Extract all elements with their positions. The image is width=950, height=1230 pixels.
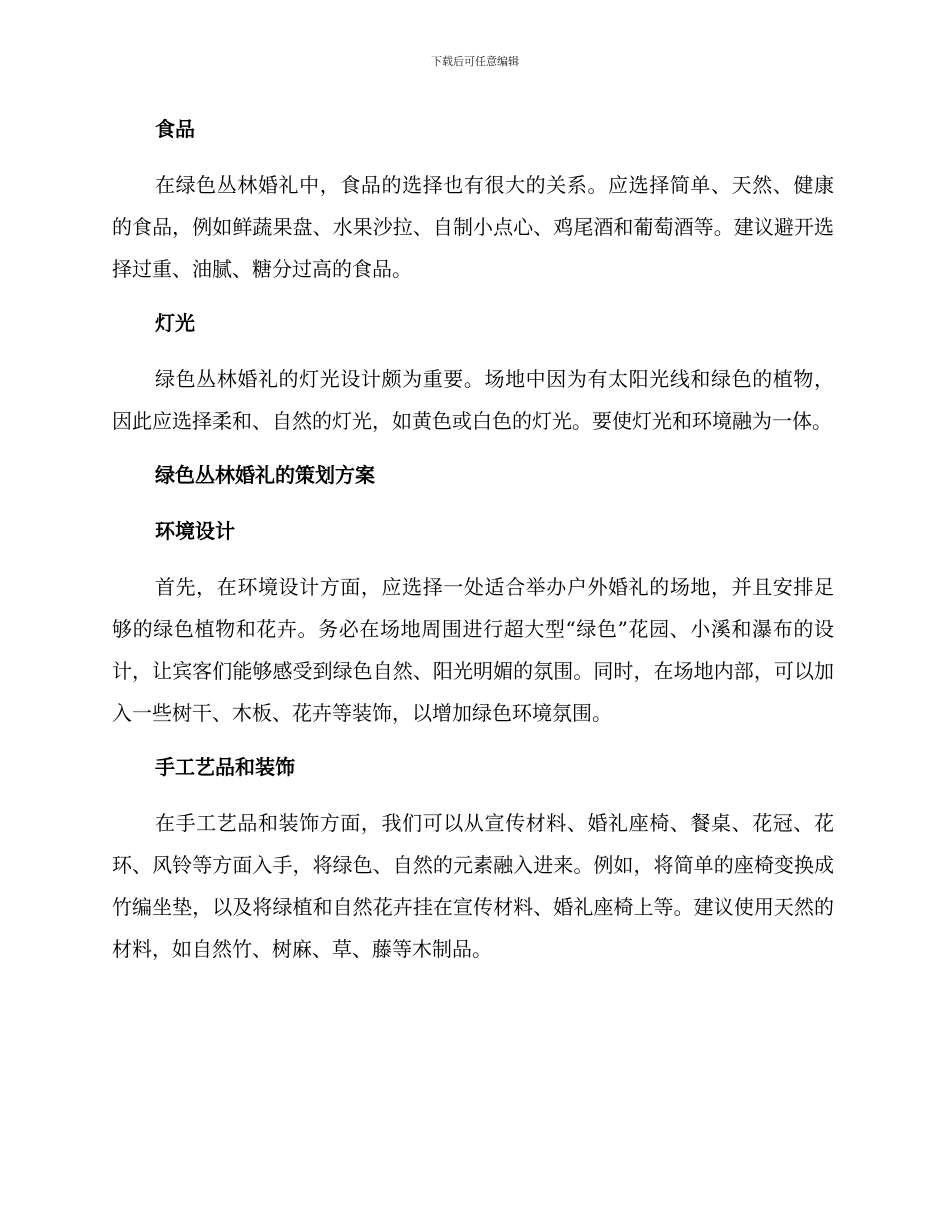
section-paragraph-crafts: 在手工艺品和装饰方面，我们可以从宣传材料、婚礼座椅、餐桌、花冠、花环、风铃等方面入手，将绿色、自然的元素融入进来。例如，将简单的座椅变换成竹编坐垫，以及将绿植和自然花卉挂在宣传材料、婚礼座椅上等。建议使用天然的材料，如自然竹、树麻、草、藤等木制品。 — [112, 811, 834, 961]
section-paragraph-environment: 首先，在环境设计方面，应选择一处适合举办户外婚礼的场地，并且安排足够的绿色植物和花卉。务必在场地周围进行超大型“绿色”花园、小溪和瀑布的设计，让宾客们能够感受到绿色自然、阳光明媚的氛围。同时，在场地内部，可以加入一些树干、木板、花卉等装饰，以增加绿色环境氛围。 — [112, 575, 834, 725]
spacer — [112, 150, 834, 164]
document-body — [112, 108, 834, 970]
section-heading-environment: 环境设计 — [155, 519, 235, 543]
section-paragraph-food: 在绿色丛林婚礼中，食品的选择也有很大的关系。应选择简单、天然、健康的食品，例如鲜蔬果盘、水果沙拉、自制小点心、鸡尾酒和葡萄酒等。建议避开选择过重、油腻、糖分过高的食品。 — [112, 173, 834, 281]
spacer — [112, 734, 834, 746]
page-header: 下载后可任意编辑 — [431, 55, 519, 68]
spacer — [112, 290, 834, 302]
spacer — [112, 344, 834, 358]
spacer — [112, 442, 834, 454]
section-heading-lighting: 灯光 — [155, 311, 195, 335]
section-paragraph-lighting: 绿色丛林婚礼的灯光设计颇为重要。场地中因为有太阳光线和绿色的植物，因此应选择柔和、自然的灯光，如黄色或白色的灯光。要使灯光和环境融为一体。 — [112, 367, 834, 433]
section-heading-food: 食品 — [155, 117, 195, 141]
section-heading-plan: 绿色丛林婚礼的策划方案 — [155, 463, 375, 487]
spacer — [112, 788, 834, 802]
spacer — [112, 552, 834, 566]
spacer — [112, 496, 834, 510]
section-heading-crafts: 手工艺品和装饰 — [155, 755, 295, 779]
